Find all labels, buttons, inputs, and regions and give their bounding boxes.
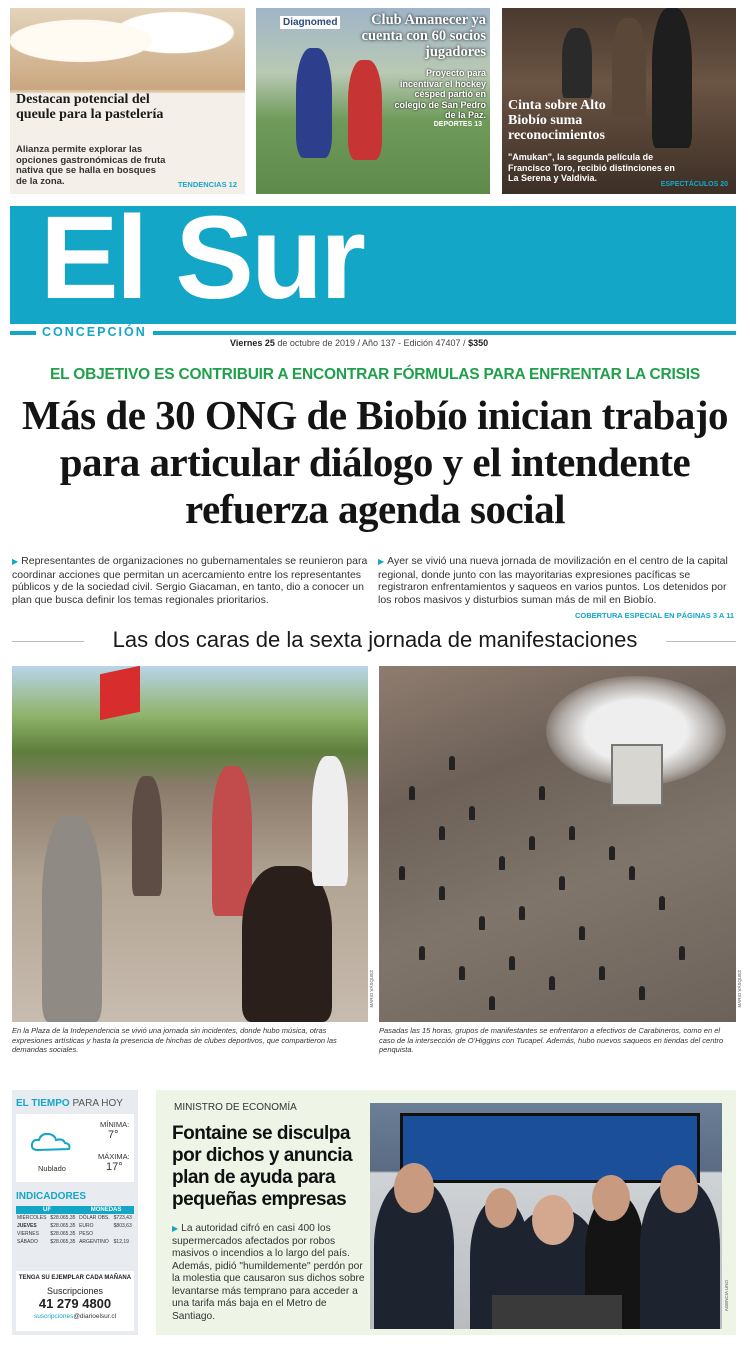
sponsor-banner: Diagnomed: [280, 16, 340, 29]
photo-caption-2: Pasadas las 15 horas, grupos de manifestantes se enfrentaron a efectivos de Carabineros, como en el caso de la intersección de O'Higgins con Tucapel. Además, hubo nuevos saqueos en tiendas del centro penquista.: [379, 1026, 724, 1054]
teaser-body: Alianza permite explorar las opciones gastronómicas de fruta nativa que se halla en bosques de la zona.: [16, 144, 166, 187]
crowd-person: [132, 776, 162, 896]
protester: [559, 876, 565, 890]
protester: [439, 886, 445, 900]
crowd-person: [312, 756, 348, 886]
protester: [489, 996, 495, 1010]
film-crew-person: [652, 8, 692, 148]
date-weekday: Viernes: [230, 338, 263, 348]
protester: [599, 966, 605, 980]
protester: [519, 906, 525, 920]
indicator-cell: VIERNES: [17, 1231, 39, 1237]
protester: [419, 946, 425, 960]
teaser-section: ESPECTÁCULOS 20: [660, 181, 728, 188]
subscription-box[interactable]: [16, 1271, 134, 1331]
photo-credit: MARIO VÁSQUEZ: [369, 970, 374, 1008]
protester: [479, 916, 485, 930]
teaser-body: "Amukan", la segunda película de Francisco Toro, recibió distinciones en La Serena y Valdivia.: [508, 152, 675, 183]
lead-text: Representantes de organizaciones no gubernamentales se reunieron para coordinar acciones que permitan un acercamiento entre los representantes públicos y de la sociedad civil. Sergio Giacaman, en tanto, dio a conocer un plan que busca definir los temas regionales prioritarios.: [12, 555, 368, 606]
teaser-film[interactable]: [502, 8, 736, 194]
protester: [659, 896, 665, 910]
official-head: [485, 1188, 517, 1228]
indicators-table: [16, 1206, 134, 1246]
price: $350: [468, 338, 489, 348]
protester: [549, 976, 555, 990]
indicator-cell: $28.065,35: [50, 1239, 76, 1245]
cloud-icon: [30, 1130, 72, 1152]
protester: [529, 836, 535, 850]
minister-press-photo: [370, 1103, 722, 1329]
lead-column-2: [378, 555, 740, 606]
pastry-photo: [10, 8, 245, 90]
protester: [409, 786, 415, 800]
subscription-label: Suscripciones: [46, 1286, 104, 1296]
newspaper-logo: El Sur: [40, 192, 363, 324]
email-domain: @diarioelsur.cl: [73, 1313, 117, 1320]
background-screen: [400, 1113, 700, 1183]
teaser-pastry[interactable]: [10, 8, 245, 194]
indicator-cell: JUEVES: [17, 1223, 37, 1229]
photo-caption-1: En la Plaza de la Independencia se vivió una jornada sin incidentes, donde hubo música, otras expresiones artísticas y hasta la presencia de hinchas de clubes deportivos, que compartieron las demandas sociales.: [12, 1026, 337, 1054]
protester: [609, 846, 615, 860]
indicator-cell: DÓLAR OBS.: [79, 1215, 110, 1221]
minister-head: [532, 1195, 574, 1245]
max-temp-value: 17°: [106, 1161, 123, 1173]
woman-foreground: [242, 866, 332, 1022]
indicator-row: [16, 1238, 134, 1246]
indicator-cell: MIÉRCOLES: [17, 1215, 47, 1221]
email-user: suscripciones: [33, 1313, 74, 1320]
indicator-cell: $803,63: [113, 1223, 132, 1229]
red-flag: [100, 666, 140, 720]
indicator-row: [16, 1222, 134, 1230]
uf-header: UF: [16, 1206, 78, 1214]
hockey-player-blue: [296, 48, 332, 158]
protester: [439, 826, 445, 840]
indicators-title: INDICADORES: [16, 1191, 87, 1202]
teaser-headline: Cinta sobre Alto Biobío suma reconocimientos: [508, 98, 606, 143]
official-head: [394, 1163, 434, 1213]
economy-kicker: MINISTRO DE ECONOMÍA: [174, 1102, 297, 1113]
weather-forecast: [16, 1114, 134, 1182]
bullet-triangle-icon: ▶: [378, 557, 385, 566]
protester: [639, 986, 645, 1000]
indicator-cell: EURO: [79, 1223, 94, 1229]
teaser-strip: [10, 8, 736, 194]
dancer: [42, 816, 102, 1022]
teaser-body: Proyecto para incentivar el hockey césped partió en colegio de San Pedro de la Paz.: [394, 68, 486, 120]
peaceful-protest-photo: [12, 666, 368, 1022]
official-head: [592, 1175, 630, 1221]
economy-text: La autoridad cifró en casi 400 los supermercados afectados por robos masivos o incendios a lo largo del país. Además, pidió "humildemente" perdón por la molestia que causaron sus dichos sobre levantarse más temprano para acceder a una tarifa más baja en el Metro de Santiago.: [172, 1223, 365, 1322]
weather-title: [16, 1098, 123, 1109]
photo-credit: AGENCIA UNO: [724, 1280, 729, 1312]
indicator-cell: $28.065,35: [50, 1231, 76, 1237]
subscription-tagline: TENGA SU EJEMPLAR CADA MAÑANA: [18, 1275, 132, 1281]
protester: [399, 866, 405, 880]
currency-header: MONEDAS: [78, 1206, 134, 1214]
indicator-cell: $12,19: [113, 1239, 129, 1245]
weather-title-main: EL TIEMPO: [16, 1098, 70, 1109]
protester: [569, 826, 575, 840]
protester: [679, 946, 685, 960]
masthead-city: CONCEPCIÓN: [36, 325, 153, 339]
teaser-hockey[interactable]: [256, 8, 490, 194]
podium: [492, 1295, 622, 1329]
protester: [629, 866, 635, 880]
official-head: [660, 1165, 698, 1213]
economy-headline[interactable]: Fontaine se disculpa por dichos y anuncia plan de ayuda para pequeñas empresas: [172, 1123, 353, 1210]
indicator-cell: $28.065,35: [50, 1223, 76, 1229]
subscription-phone[interactable]: 41 279 4800: [38, 1296, 112, 1311]
min-temp-label: MÍNIMA:: [100, 1120, 130, 1129]
photo-section-title: Las dos caras de la sexta jornada de manifestaciones: [112, 627, 638, 652]
teaser-headline: Destacan potencial del queule para la pastelería: [16, 92, 164, 122]
protester: [469, 806, 475, 820]
protester: [449, 756, 455, 770]
teaser-section: TENDENCIAS 12: [177, 180, 237, 189]
indicator-cell: [113, 1230, 134, 1238]
economy-story: [156, 1090, 736, 1335]
indicator-cell: $28.065,35: [50, 1215, 76, 1221]
lead-column-1: [12, 555, 374, 606]
bullet-triangle-icon: ▶: [12, 557, 19, 566]
weather-condition: Nublado: [38, 1164, 66, 1173]
coverage-note[interactable]: COBERTURA ESPECIAL EN PÁGINAS 3 A 11: [574, 611, 734, 620]
indicator-cell: SÁBADO: [17, 1239, 38, 1245]
economy-body: [172, 1223, 372, 1323]
indicator-cell: $723,43: [113, 1215, 132, 1221]
min-temp-value: 7°: [108, 1129, 119, 1141]
indicator-cell: PESO: [79, 1231, 93, 1237]
weather-title-suffix: PARA HOY: [72, 1098, 123, 1109]
subscription-email[interactable]: [16, 1313, 134, 1320]
indicators-rows: [16, 1214, 134, 1246]
teaser-section: DEPORTES 13: [433, 121, 482, 128]
police-water-truck: [611, 744, 663, 806]
lead-text: Ayer se vivió una nueva jornada de movilización en el centro de la capital regional, donde junto con las mayoritarias expresiones pacíficas se registraron enfrentamientos y saqueos en varios puntos. Los detenidos por los robos masivos y disturbios suman más de mil en Biobío.: [378, 555, 728, 606]
film-crew-person: [562, 28, 592, 98]
crowd-person: [212, 766, 252, 916]
clash-photo: [379, 666, 736, 1022]
protester: [459, 966, 465, 980]
date-rest: de octubre de 2019 / Año 137 - Edición 47407 /: [277, 338, 466, 348]
lead-headline[interactable]: Más de 30 ONG de Biobío inician trabajo para articular diálogo y el intendente refuerza agenda social: [21, 392, 728, 532]
protester: [509, 956, 515, 970]
indicator-row: [16, 1230, 134, 1238]
lead-kicker: EL OBJETIVO ES CONTRIBUIR A ENCONTRAR FÓRMULAS PARA ENFRENTAR LA CRISIS: [49, 366, 701, 383]
dateline: [230, 338, 488, 348]
date-day: 25: [264, 338, 275, 348]
bullet-triangle-icon: ▶: [172, 1224, 179, 1233]
protester: [539, 786, 545, 800]
masthead: [10, 192, 736, 324]
protester: [579, 926, 585, 940]
teaser-headline: Club Amanecer ya cuenta con 60 socios jugadores: [361, 12, 486, 60]
indicator-row: [16, 1214, 134, 1222]
protester: [499, 856, 505, 870]
photo-credit: MARIO VÁSQUEZ: [737, 970, 742, 1008]
indicator-cell: ARGENTINO: [79, 1239, 109, 1245]
weather-indicators-box: [12, 1090, 138, 1335]
hockey-player-red: [348, 60, 382, 160]
max-temp-label: MÁXIMA:: [98, 1152, 130, 1161]
